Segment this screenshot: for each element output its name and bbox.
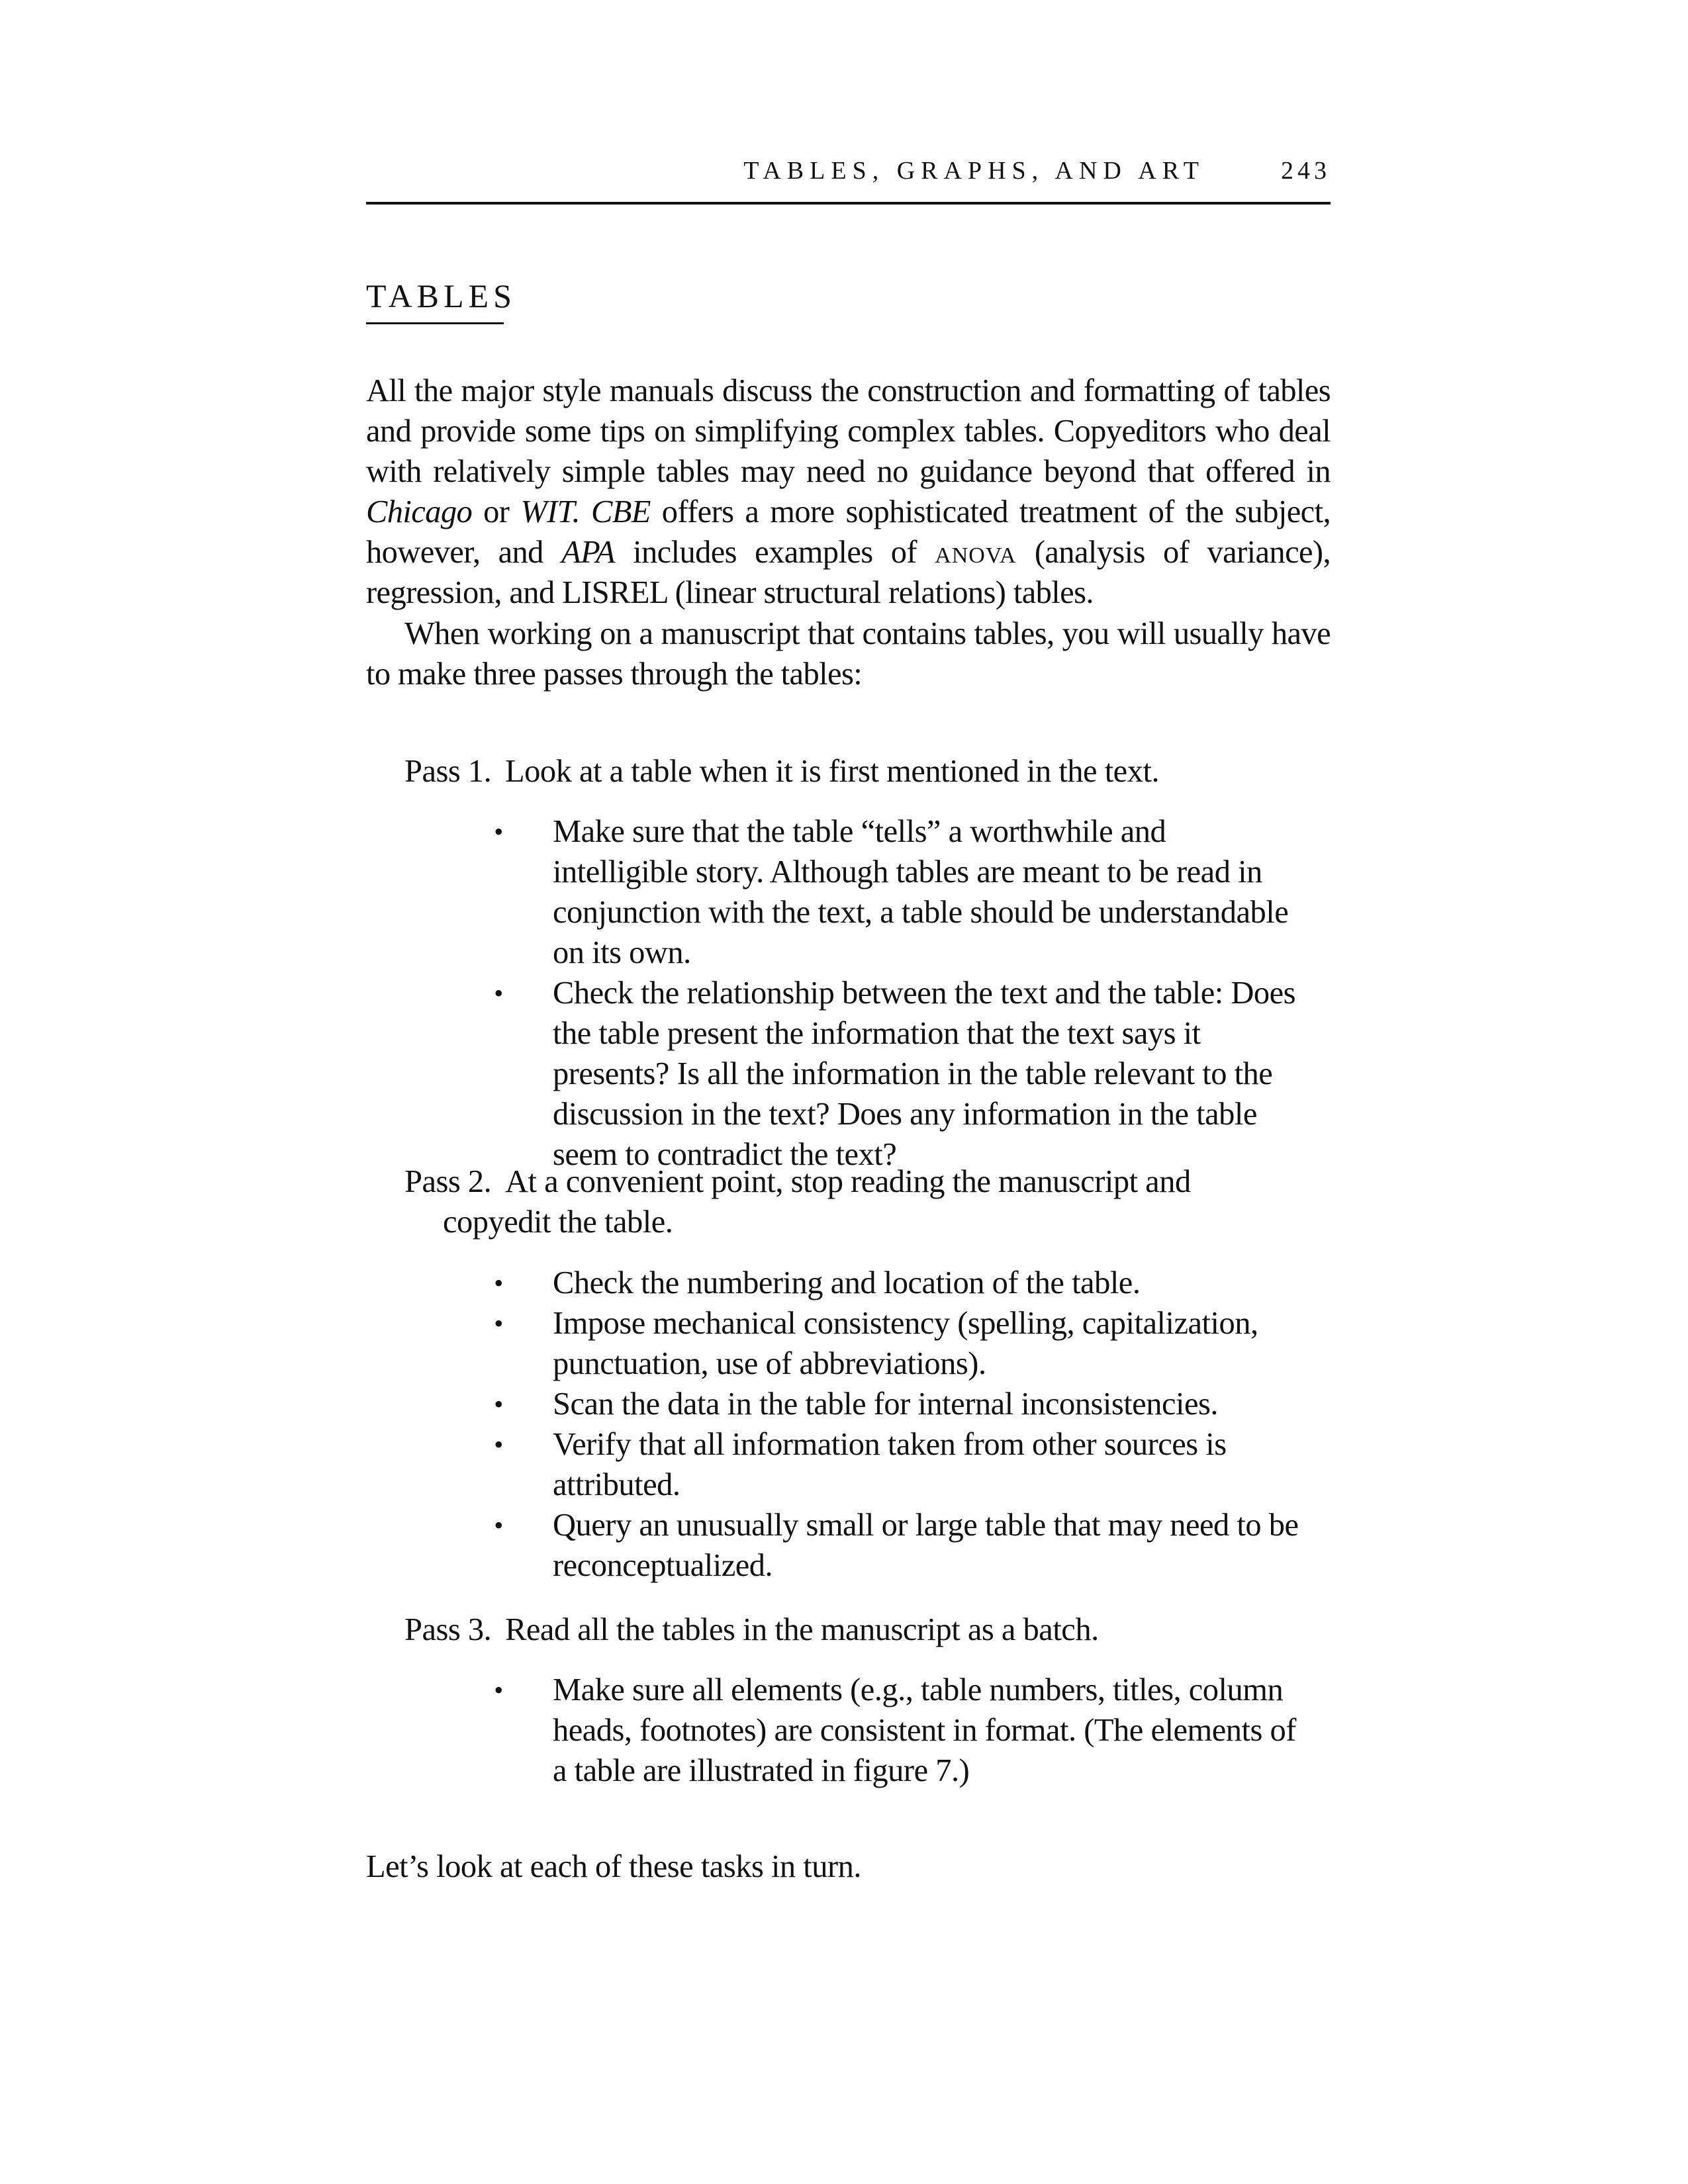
intro-paragraph: [366, 371, 1331, 613]
bullet-icon: •: [494, 1675, 503, 1705]
pass-3: [404, 1610, 1291, 1650]
bullet-icon: •: [494, 978, 503, 1008]
bullet-icon: •: [494, 1268, 503, 1298]
bullet-icon: •: [494, 1308, 503, 1338]
pass-label: Pass 3.: [404, 1612, 492, 1647]
chicago-citation: Chicago: [366, 494, 473, 529]
bullet-icon: •: [494, 1510, 503, 1540]
intro-text: (analysis of variance), regression, and LISREL (linear structural relations) tables.: [366, 535, 1331, 610]
pass-text: Read all the tables in the manuscript as a batch.: [505, 1612, 1099, 1647]
page-number: 243: [1281, 157, 1331, 185]
bullet-icon: •: [494, 1430, 503, 1459]
pass-1-bullets: [479, 811, 1306, 1175]
pass-label: Pass 1.: [404, 754, 492, 789]
pass-3-bullets: [479, 1670, 1306, 1791]
list-item: • Make sure all elements (e.g., table numbers, titles, column heads, footnotes) are consistent in format. (The elements of a table are illustrated in figure 7.): [479, 1670, 1306, 1791]
bullet-icon: •: [494, 1389, 503, 1419]
intro-text: includes examples of: [614, 535, 935, 570]
bullet-icon: •: [494, 817, 503, 846]
passes-intro-paragraph: When working on a manuscript that contains tables, you will usually have to make three passes through the tables:: [366, 616, 1331, 692]
pass-text: Look at a table when it is first mentioned in the text.: [505, 754, 1160, 789]
list-item: • Scan the data in the table for internal inconsistencies.: [479, 1384, 1306, 1424]
intro-text: All the major style manuals discuss the construction and formatting of tables and provide some tips on simplifying complex tables. Copyeditors who deal with relatively simple tables may need no guidance beyond that offered in: [366, 373, 1331, 489]
section-title: TABLES: [366, 277, 516, 314]
apa-citation: APA: [561, 535, 615, 570]
pass-2: [404, 1161, 1291, 1242]
intro-text: or: [472, 494, 521, 529]
pass-text: At a convenient point, stop reading the manuscript and: [505, 1164, 1191, 1199]
list-item: • Make sure that the table “tells” a worthwhile and intelligible story. Although tables are meant to be read in conjunction with the text, a table should be understandable on its own.: [479, 811, 1306, 973]
list-item: • Impose mechanical consistency (spelling, capitalization, punctuation, use of abbreviations).: [479, 1303, 1306, 1384]
list-item: • Check the relationship between the text and the table: Does the table present the information that the text says it presents? Is all the information in the table relevant to the discussion in the text? Does any information in the table seem to contradict the text?: [479, 973, 1306, 1175]
pass-1: [404, 751, 1291, 792]
list-item: • Verify that all information taken from other sources is attributed.: [479, 1424, 1306, 1505]
list-item: • Query an unusually small or large table that may need to be reconceptualized.: [479, 1505, 1306, 1586]
cbe-citation: CBE: [590, 494, 651, 529]
pass-2-bullets: [479, 1263, 1306, 1586]
running-head: [366, 156, 1331, 196]
running-head-title: TABLES, GRAPHS, AND ART: [743, 157, 1205, 185]
intro-text: offers a more sophisticated treatment of the subject, however, and: [366, 494, 1331, 570]
anova-term: anova: [935, 535, 1017, 570]
list-item: • Check the numbering and location of the table.: [479, 1263, 1306, 1303]
intro-text: [580, 494, 591, 529]
closing-sentence: Let’s look at each of these tasks in turn.: [366, 1849, 862, 1884]
pass-label: Pass 2.: [404, 1164, 492, 1199]
header-rule: [366, 202, 1331, 205]
pass-text-continuation: copyedit the table.: [443, 1205, 673, 1240]
wit-citation: WIT.: [520, 494, 580, 529]
section-title-underline: [366, 322, 504, 324]
